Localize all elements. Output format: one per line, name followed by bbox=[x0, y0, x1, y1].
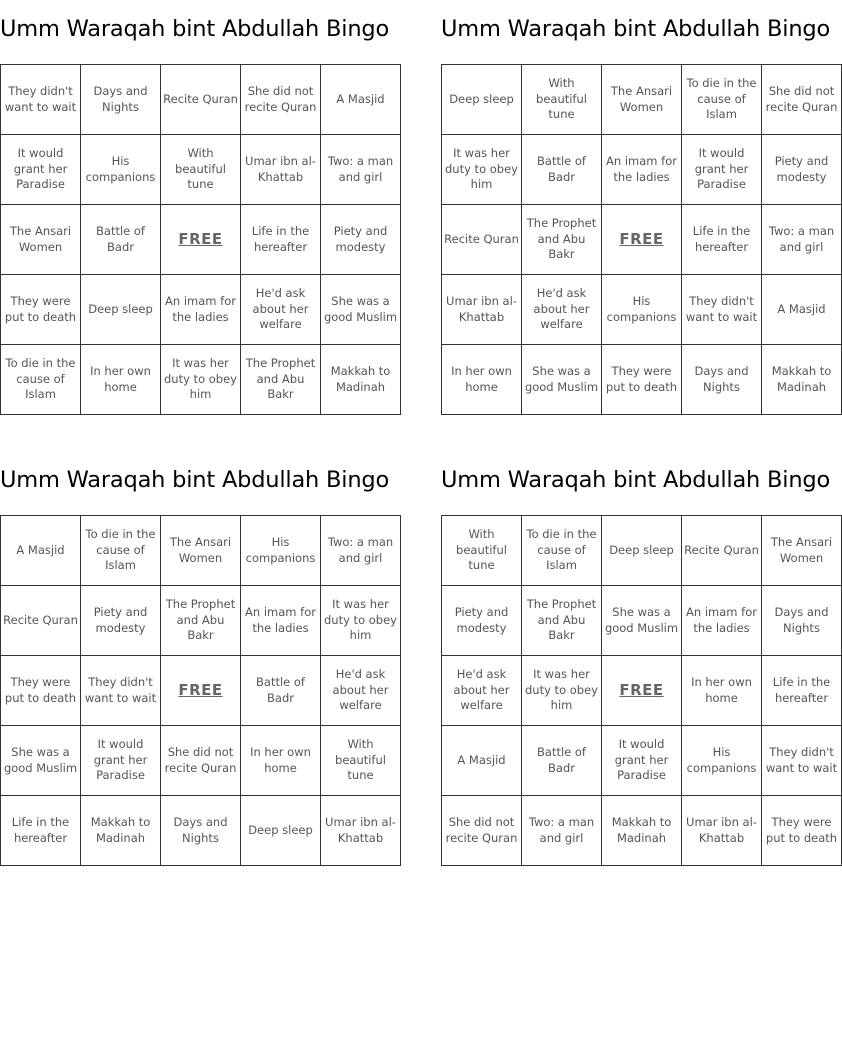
grid-row bbox=[1, 726, 401, 796]
bingo-cell: She was a good Muslim bbox=[321, 275, 401, 345]
grid-row bbox=[1, 65, 401, 135]
bingo-cell: Deep sleep bbox=[241, 796, 321, 866]
bingo-cell: His companions bbox=[682, 726, 762, 796]
bingo-cell: To die in the cause of Islam bbox=[682, 65, 762, 135]
bingo-cell: They didn't want to wait bbox=[682, 275, 762, 345]
bingo-cell: Umar ibn al-Khattab bbox=[442, 275, 522, 345]
bingo-cell: With beautiful tune bbox=[442, 516, 522, 586]
bingo-cell: It would grant her Paradise bbox=[81, 726, 161, 796]
bingo-cell: To die in the cause of Islam bbox=[522, 516, 602, 586]
bingo-cell: The Ansari Women bbox=[602, 65, 682, 135]
bingo-cell: Battle of Badr bbox=[81, 205, 161, 275]
card-title: Umm Waraqah bint Abdullah Bingo bbox=[0, 16, 390, 42]
bingo-cell: Deep sleep bbox=[602, 516, 682, 586]
bingo-cell: Days and Nights bbox=[762, 586, 842, 656]
bingo-cell: With beautiful tune bbox=[161, 135, 241, 205]
bingo-cell: They didn't want to wait bbox=[1, 65, 81, 135]
grid-row bbox=[1, 796, 401, 866]
bingo-cell: A Masjid bbox=[442, 726, 522, 796]
bingo-cell: It would grant her Paradise bbox=[1, 135, 81, 205]
bingo-cell: Deep sleep bbox=[442, 65, 522, 135]
grid-row bbox=[1, 135, 401, 205]
bingo-cell: Recite Quran bbox=[1, 586, 81, 656]
bingo-cell: They were put to death bbox=[602, 345, 682, 415]
bingo-cell: A Masjid bbox=[1, 516, 81, 586]
bingo-cell: Days and Nights bbox=[161, 796, 241, 866]
bingo-cell: Life in the hereafter bbox=[762, 656, 842, 726]
card-title: Umm Waraqah bint Abdullah Bingo bbox=[441, 16, 831, 42]
bingo-cell: In her own home bbox=[81, 345, 161, 415]
bingo-cell: The Ansari Women bbox=[1, 205, 81, 275]
grid-row bbox=[442, 205, 842, 275]
bingo-cell: An imam for the ladies bbox=[241, 586, 321, 656]
bingo-cell: To die in the cause of Islam bbox=[81, 516, 161, 586]
card-title: Umm Waraqah bint Abdullah Bingo bbox=[441, 467, 831, 493]
grid-row bbox=[1, 345, 401, 415]
grid-row bbox=[1, 275, 401, 345]
bingo-cell: It was her duty to obey him bbox=[321, 586, 401, 656]
bingo-cell: It was her duty to obey him bbox=[522, 656, 602, 726]
grid-row bbox=[442, 796, 842, 866]
bingo-cell: The Prophet and Abu Bakr bbox=[522, 205, 602, 275]
grid-row bbox=[1, 586, 401, 656]
bingo-cell: An imam for the ladies bbox=[161, 275, 241, 345]
free-space-cell: FREE bbox=[161, 656, 241, 726]
bingo-cell: The Ansari Women bbox=[762, 516, 842, 586]
bingo-grid bbox=[441, 64, 842, 415]
bingo-cell: Makkah to Madinah bbox=[81, 796, 161, 866]
bingo-cell: Battle of Badr bbox=[241, 656, 321, 726]
bingo-cell: With beautiful tune bbox=[321, 726, 401, 796]
bingo-cell: Life in the hereafter bbox=[241, 205, 321, 275]
bingo-cell: She did not recite Quran bbox=[762, 65, 842, 135]
bingo-cell: She did not recite Quran bbox=[442, 796, 522, 866]
bingo-cell: Two: a man and girl bbox=[762, 205, 842, 275]
bingo-cell: Umar ibn al-Khattab bbox=[321, 796, 401, 866]
bingo-cell: It would grant her Paradise bbox=[602, 726, 682, 796]
bingo-cell: They didn't want to wait bbox=[762, 726, 842, 796]
bingo-cell: The Prophet and Abu Bakr bbox=[241, 345, 321, 415]
bingo-cell: He'd ask about her welfare bbox=[321, 656, 401, 726]
card-title: Umm Waraqah bint Abdullah Bingo bbox=[0, 467, 390, 493]
bingo-cell: She did not recite Quran bbox=[241, 65, 321, 135]
bingo-cell: Two: a man and girl bbox=[321, 516, 401, 586]
bingo-cell: His companions bbox=[81, 135, 161, 205]
bingo-cell: She did not recite Quran bbox=[161, 726, 241, 796]
bingo-cell: The Ansari Women bbox=[161, 516, 241, 586]
bingo-cell: In her own home bbox=[682, 656, 762, 726]
bingo-cell: Recite Quran bbox=[161, 65, 241, 135]
grid-row bbox=[442, 135, 842, 205]
bingo-cell: Piety and modesty bbox=[81, 586, 161, 656]
bingo-cell: Days and Nights bbox=[81, 65, 161, 135]
bingo-cell: Recite Quran bbox=[682, 516, 762, 586]
bingo-cell: A Masjid bbox=[762, 275, 842, 345]
bingo-cell: Piety and modesty bbox=[442, 586, 522, 656]
bingo-cell: He'd ask about her welfare bbox=[522, 275, 602, 345]
bingo-cell: His companions bbox=[241, 516, 321, 586]
grid-row bbox=[442, 516, 842, 586]
bingo-cell: Piety and modesty bbox=[762, 135, 842, 205]
bingo-cell: He'd ask about her welfare bbox=[241, 275, 321, 345]
grid-row bbox=[442, 65, 842, 135]
bingo-grid bbox=[0, 515, 401, 866]
bingo-cell: Makkah to Madinah bbox=[321, 345, 401, 415]
bingo-cell: The Prophet and Abu Bakr bbox=[522, 586, 602, 656]
bingo-cell: An imam for the ladies bbox=[682, 586, 762, 656]
bingo-cell: In her own home bbox=[241, 726, 321, 796]
bingo-cell: With beautiful tune bbox=[522, 65, 602, 135]
grid-row bbox=[442, 275, 842, 345]
grid-row bbox=[1, 516, 401, 586]
bingo-cell: They didn't want to wait bbox=[81, 656, 161, 726]
grid-row bbox=[1, 656, 401, 726]
bingo-cell: They were put to death bbox=[1, 275, 81, 345]
bingo-cell: She was a good Muslim bbox=[522, 345, 602, 415]
grid-row bbox=[442, 656, 842, 726]
bingo-cell: He'd ask about her welfare bbox=[442, 656, 522, 726]
bingo-cell: In her own home bbox=[442, 345, 522, 415]
bingo-cell: Umar ibn al-Khattab bbox=[241, 135, 321, 205]
bingo-cell: Umar ibn al-Khattab bbox=[682, 796, 762, 866]
bingo-cell: It would grant her Paradise bbox=[682, 135, 762, 205]
free-space-cell: FREE bbox=[602, 205, 682, 275]
bingo-cell: Two: a man and girl bbox=[522, 796, 602, 866]
free-space-cell: FREE bbox=[161, 205, 241, 275]
bingo-cell: Life in the hereafter bbox=[682, 205, 762, 275]
bingo-cell: Makkah to Madinah bbox=[602, 796, 682, 866]
bingo-cell: Life in the hereafter bbox=[1, 796, 81, 866]
bingo-grid bbox=[441, 515, 842, 866]
grid-row bbox=[442, 726, 842, 796]
bingo-cell: An imam for the ladies bbox=[602, 135, 682, 205]
bingo-cell: They were put to death bbox=[1, 656, 81, 726]
bingo-cell: It was her duty to obey him bbox=[442, 135, 522, 205]
bingo-cell: His companions bbox=[602, 275, 682, 345]
bingo-cell: Battle of Badr bbox=[522, 726, 602, 796]
bingo-cell: Makkah to Madinah bbox=[762, 345, 842, 415]
bingo-cell: Recite Quran bbox=[442, 205, 522, 275]
bingo-grid bbox=[0, 64, 401, 415]
grid-row bbox=[1, 205, 401, 275]
bingo-cell: Piety and modesty bbox=[321, 205, 401, 275]
bingo-cell: It was her duty to obey him bbox=[161, 345, 241, 415]
bingo-cell: Battle of Badr bbox=[522, 135, 602, 205]
free-space-cell: FREE bbox=[602, 656, 682, 726]
bingo-cell: A Masjid bbox=[321, 65, 401, 135]
grid-row bbox=[442, 586, 842, 656]
bingo-cell: To die in the cause of Islam bbox=[1, 345, 81, 415]
grid-row bbox=[442, 345, 842, 415]
bingo-cell: The Prophet and Abu Bakr bbox=[161, 586, 241, 656]
bingo-cell: She was a good Muslim bbox=[602, 586, 682, 656]
bingo-cell: Deep sleep bbox=[81, 275, 161, 345]
bingo-cell: Days and Nights bbox=[682, 345, 762, 415]
bingo-cell: She was a good Muslim bbox=[1, 726, 81, 796]
bingo-cell: Two: a man and girl bbox=[321, 135, 401, 205]
bingo-cell: They were put to death bbox=[762, 796, 842, 866]
